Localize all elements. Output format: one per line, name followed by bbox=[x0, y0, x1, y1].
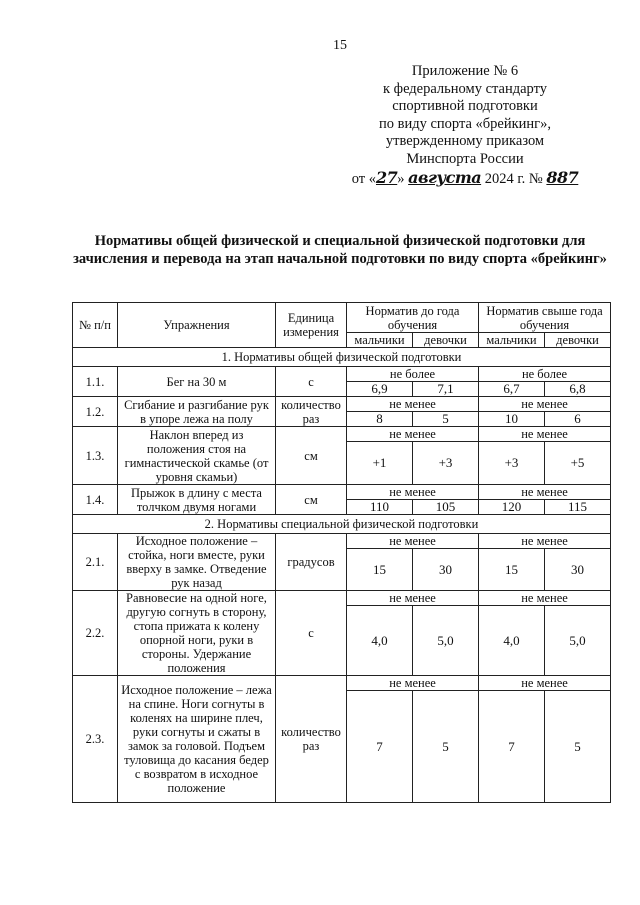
unit-cell: с bbox=[276, 591, 347, 676]
value-cell: 4,0 bbox=[479, 606, 545, 676]
order-number-handwritten: 887 bbox=[546, 167, 579, 187]
value-cell: 5 bbox=[413, 412, 479, 427]
row-number: 1.1. bbox=[73, 367, 118, 397]
value-cell: 10 bbox=[479, 412, 545, 427]
value-cell: 6,7 bbox=[479, 382, 545, 397]
exercise-name: Наклон вперед из положения стоя на гимнастической скамье (от уровня скамьи) bbox=[118, 427, 276, 485]
value-cell: 110 bbox=[347, 500, 413, 515]
value-cell: 5 bbox=[413, 691, 479, 803]
value-cell: +3 bbox=[479, 442, 545, 485]
document-title: Нормативы общей физической и специальной физической подготовки для зачисления и перевода на этап начальной подготовки по виду спорта «брейкинг» bbox=[73, 233, 607, 267]
table-row bbox=[73, 397, 611, 412]
value-cell: 6 bbox=[545, 412, 611, 427]
condition-cell: не менее bbox=[479, 591, 611, 606]
exercise-name: Исходное положение – стойка, ноги вместе, руки вверху в замке. Отведение рук назад bbox=[118, 534, 276, 591]
appendix-line: Минспорта России bbox=[406, 150, 524, 167]
value-cell: 7 bbox=[479, 691, 545, 803]
header-norm-over-year: Норматив свыше года обучения bbox=[479, 303, 611, 333]
value-cell: 5 bbox=[545, 691, 611, 803]
exercise-name: Исходное положение – лежа на спине. Ноги согнуты в коленях на ширине плеч, руки согнуты и сжаты в замок за головой. Подъем туловища до касания бедер с возвратом в исходное положение bbox=[118, 676, 276, 803]
value-cell: 5,0 bbox=[413, 606, 479, 676]
condition-cell: не менее bbox=[479, 427, 611, 442]
order-year: 2024 г. № bbox=[484, 170, 543, 187]
condition-cell: не менее bbox=[347, 485, 479, 500]
value-cell: 30 bbox=[545, 549, 611, 591]
header-boys: мальчики bbox=[479, 333, 545, 348]
condition-cell: не менее bbox=[479, 676, 611, 691]
condition-cell: не менее bbox=[347, 676, 479, 691]
condition-cell: не менее bbox=[347, 534, 479, 549]
header-girls: девочки bbox=[413, 333, 479, 348]
header-norm-to-year: Норматив до года обучения bbox=[347, 303, 479, 333]
value-cell: 120 bbox=[479, 500, 545, 515]
row-number: 1.4. bbox=[73, 485, 118, 515]
order-month-handwritten: августа bbox=[408, 167, 482, 187]
appendix-line: к федеральному стандарту bbox=[383, 80, 547, 97]
value-cell: +3 bbox=[413, 442, 479, 485]
exercise-name: Бег на 30 м bbox=[118, 367, 276, 397]
norms-table bbox=[72, 302, 611, 803]
value-cell: 15 bbox=[479, 549, 545, 591]
value-cell: 4,0 bbox=[347, 606, 413, 676]
condition-cell: не менее bbox=[347, 397, 479, 412]
order-quote-close: » bbox=[397, 170, 405, 187]
appendix-line: спортивной подготовки bbox=[392, 98, 538, 115]
condition-cell: не более bbox=[479, 367, 611, 382]
row-number: 1.3. bbox=[73, 427, 118, 485]
order-day-handwritten: 27 bbox=[375, 167, 398, 187]
row-number: 2.3. bbox=[73, 676, 118, 803]
value-cell: +5 bbox=[545, 442, 611, 485]
value-cell: 7 bbox=[347, 691, 413, 803]
row-number: 2.1. bbox=[73, 534, 118, 591]
unit-cell: количество раз bbox=[276, 397, 347, 427]
condition-cell: не более bbox=[347, 367, 479, 382]
appendix-block bbox=[340, 63, 590, 188]
value-cell: 115 bbox=[545, 500, 611, 515]
value-cell: 15 bbox=[347, 549, 413, 591]
unit-cell: см bbox=[276, 485, 347, 515]
table-row bbox=[73, 676, 611, 691]
condition-cell: не менее bbox=[479, 397, 611, 412]
unit-cell: количество раз bbox=[276, 676, 347, 803]
value-cell: 8 bbox=[347, 412, 413, 427]
condition-cell: не менее bbox=[347, 591, 479, 606]
order-prefix: от « bbox=[351, 170, 376, 187]
section-title: 2. Нормативы специальной физической подготовки bbox=[73, 515, 611, 534]
section-row bbox=[73, 515, 611, 534]
appendix-line: Приложение № 6 bbox=[411, 63, 519, 79]
table-row bbox=[73, 591, 611, 606]
condition-cell: не менее bbox=[479, 534, 611, 549]
page-number: 15 bbox=[333, 38, 347, 53]
unit-cell: с bbox=[276, 367, 347, 397]
appendix-line: по виду спорта «брейкинг», bbox=[378, 115, 552, 132]
table-row bbox=[73, 485, 611, 500]
value-cell: 5,0 bbox=[545, 606, 611, 676]
section-title: 1. Нормативы общей физической подготовки bbox=[73, 348, 611, 367]
value-cell: 6,9 bbox=[347, 382, 413, 397]
unit-cell: см bbox=[276, 427, 347, 485]
header-unit: Единица измерения bbox=[276, 303, 347, 348]
exercise-name: Прыжок в длину с места толчком двумя ногами bbox=[118, 485, 276, 515]
appendix-line: утвержденному приказом bbox=[385, 133, 545, 150]
header-exercise: Упражнения bbox=[118, 303, 276, 348]
value-cell: 30 bbox=[413, 549, 479, 591]
unit-cell: градусов bbox=[276, 534, 347, 591]
table-row bbox=[73, 367, 611, 382]
order-date-line bbox=[340, 169, 590, 189]
header-boys: мальчики bbox=[347, 333, 413, 348]
condition-cell: не менее bbox=[479, 485, 611, 500]
section-row bbox=[73, 348, 611, 367]
row-number: 2.2. bbox=[73, 591, 118, 676]
row-number: 1.2. bbox=[73, 397, 118, 427]
header-row bbox=[73, 303, 611, 333]
condition-cell: не менее bbox=[347, 427, 479, 442]
value-cell: +1 bbox=[347, 442, 413, 485]
value-cell: 6,8 bbox=[545, 382, 611, 397]
table-row bbox=[73, 427, 611, 442]
table-row bbox=[73, 534, 611, 549]
value-cell: 7,1 bbox=[413, 382, 479, 397]
header-girls: девочки bbox=[545, 333, 611, 348]
header-num: № п/п bbox=[73, 303, 118, 348]
value-cell: 105 bbox=[413, 500, 479, 515]
exercise-name: Сгибание и разгибание рук в упоре лежа на полу bbox=[118, 397, 276, 427]
exercise-name: Равновесие на одной ноге, другую согнуть в сторону, стопа прижата к колену опорной ноги, руки в стороны. Удержание положения bbox=[118, 591, 276, 676]
